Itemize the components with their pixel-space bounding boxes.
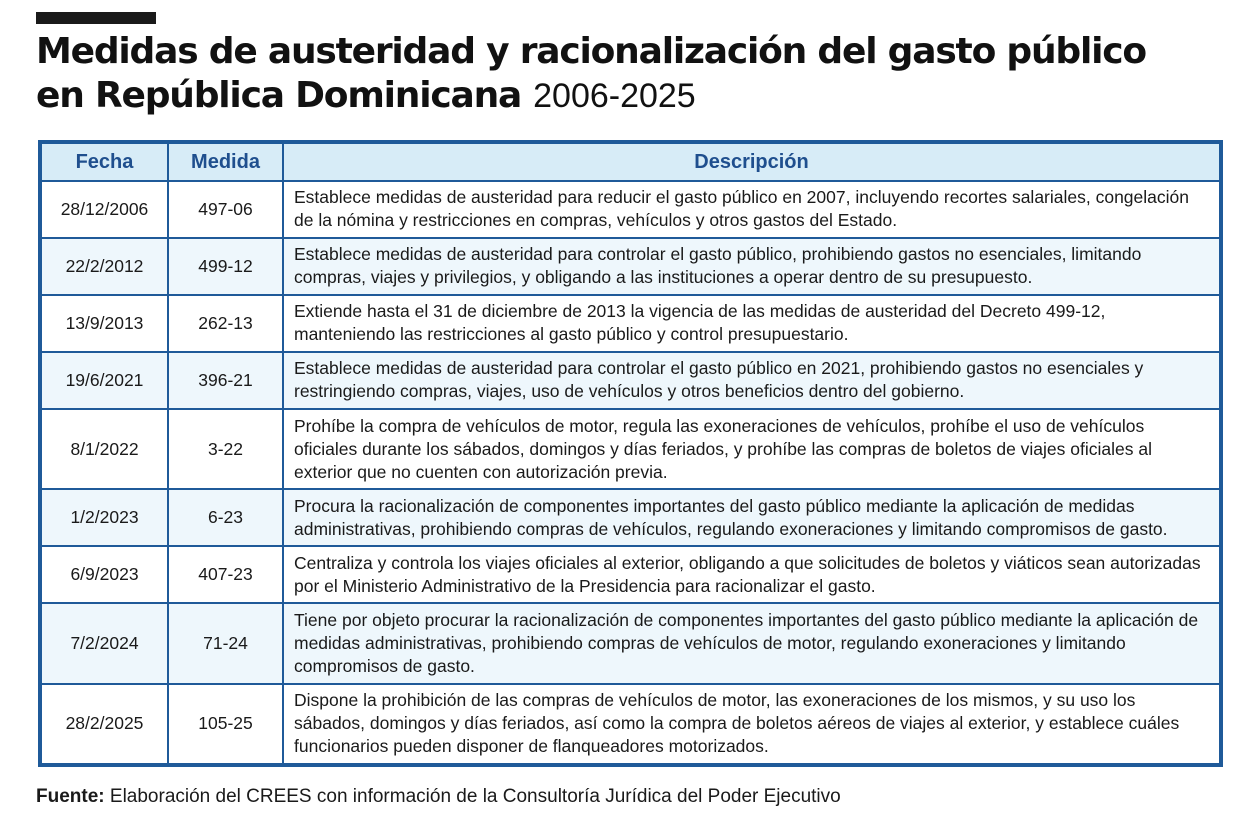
cell-medida: 3-22 bbox=[168, 409, 283, 489]
measures-table-container bbox=[38, 140, 1223, 767]
header-medida: Medida bbox=[168, 143, 283, 181]
title-years: 2006-2025 bbox=[533, 77, 696, 115]
title-line-1: Medidas de austeridad y racionalización del gasto público bbox=[36, 31, 1146, 72]
cell-medida: 6-23 bbox=[168, 489, 283, 546]
title-line-2 bbox=[36, 74, 1236, 118]
top-accent-bar bbox=[36, 12, 156, 24]
measures-table bbox=[40, 142, 1221, 765]
cell-descripcion: Prohíbe la compra de vehículos de motor, regula las exoneraciones de vehículos, prohíbe el uso de vehículos oficiales durante los sábados, domingos y días feriados, y prohíbe las compras de boletos de viajes oficiales al exterior que no cuenten con autorización previa. bbox=[283, 409, 1220, 489]
cell-descripcion: Establece medidas de austeridad para controlar el gasto público en 2021, prohibiendo gastos no esenciales y restringiendo compras, viajes, uso de vehículos y otros beneficios dentro del gobierno. bbox=[283, 352, 1220, 409]
table-row bbox=[41, 684, 1220, 764]
cell-medida: 71-24 bbox=[168, 603, 283, 683]
cell-descripcion: Dispone la prohibición de las compras de vehículos de motor, las exoneraciones de los mismos, y su uso los sábados, domingos y días feriados, así como la compra de boletos aéreos de viajes al exterior, y establece cuáles funcionarios pueden disponer de flanqueadores motorizados. bbox=[283, 684, 1220, 764]
header-fecha: Fecha bbox=[41, 143, 168, 181]
cell-descripcion: Centraliza y controla los viajes oficiales al exterior, obligando a que solicitudes de boletos y viáticos sean autorizadas por el Ministerio Administrativo de la Presidencia para racionalizar el gasto. bbox=[283, 546, 1220, 603]
table-row bbox=[41, 295, 1220, 352]
table-row bbox=[41, 181, 1220, 238]
cell-fecha: 28/2/2025 bbox=[41, 684, 168, 764]
cell-medida: 396-21 bbox=[168, 352, 283, 409]
cell-fecha: 28/12/2006 bbox=[41, 181, 168, 238]
cell-descripcion: Procura la racionalización de componentes importantes del gasto público mediante la aplicación de medidas administrativas, prohibiendo compras de vehículos, regulando exoneraciones y limitando compromisos de gasto. bbox=[283, 489, 1220, 546]
cell-descripcion: Extiende hasta el 31 de diciembre de 2013 la vigencia de las medidas de austeridad del Decreto 499-12, manteniendo las restricciones al gasto público y control presupuestario. bbox=[283, 295, 1220, 352]
table-row bbox=[41, 409, 1220, 489]
cell-medida: 262-13 bbox=[168, 295, 283, 352]
page-title bbox=[36, 30, 1236, 118]
cell-medida: 407-23 bbox=[168, 546, 283, 603]
cell-descripcion: Tiene por objeto procurar la racionalización de componentes importantes del gasto público mediante la aplicación de medidas administrativas, prohibiendo compras de vehículos de motor, regulando exoneraciones y limitando compromisos de gasto. bbox=[283, 603, 1220, 683]
header-descripcion: Descripción bbox=[283, 143, 1220, 181]
table-row bbox=[41, 546, 1220, 603]
table-row bbox=[41, 238, 1220, 295]
table-row bbox=[41, 489, 1220, 546]
table-header-row bbox=[41, 143, 1220, 181]
cell-fecha: 8/1/2022 bbox=[41, 409, 168, 489]
cell-medida: 497-06 bbox=[168, 181, 283, 238]
cell-medida: 499-12 bbox=[168, 238, 283, 295]
source-text: Elaboración del CREES con información de la Consultoría Jurídica del Poder Ejecutivo bbox=[109, 786, 841, 807]
table-row bbox=[41, 352, 1220, 409]
source-label: Fuente: bbox=[36, 786, 105, 807]
table-row bbox=[41, 603, 1220, 683]
cell-fecha: 13/9/2013 bbox=[41, 295, 168, 352]
title-line-2-text: en República Dominicana bbox=[36, 75, 522, 116]
cell-fecha: 19/6/2021 bbox=[41, 352, 168, 409]
cell-medida: 105-25 bbox=[168, 684, 283, 764]
cell-fecha: 22/2/2012 bbox=[41, 238, 168, 295]
cell-descripcion: Establece medidas de austeridad para reducir el gasto público en 2007, incluyendo recortes salariales, congelación de la nómina y restricciones en compras, vehículos y otros gastos del Estado. bbox=[283, 181, 1220, 238]
cell-fecha: 6/9/2023 bbox=[41, 546, 168, 603]
cell-descripcion: Establece medidas de austeridad para controlar el gasto público, prohibiendo gastos no esenciales, limitando compras, viajes y privilegios, y obligando a las instituciones a operar dentro de su presupuesto. bbox=[283, 238, 1220, 295]
cell-fecha: 1/2/2023 bbox=[41, 489, 168, 546]
cell-fecha: 7/2/2024 bbox=[41, 603, 168, 683]
source-note bbox=[36, 786, 841, 808]
